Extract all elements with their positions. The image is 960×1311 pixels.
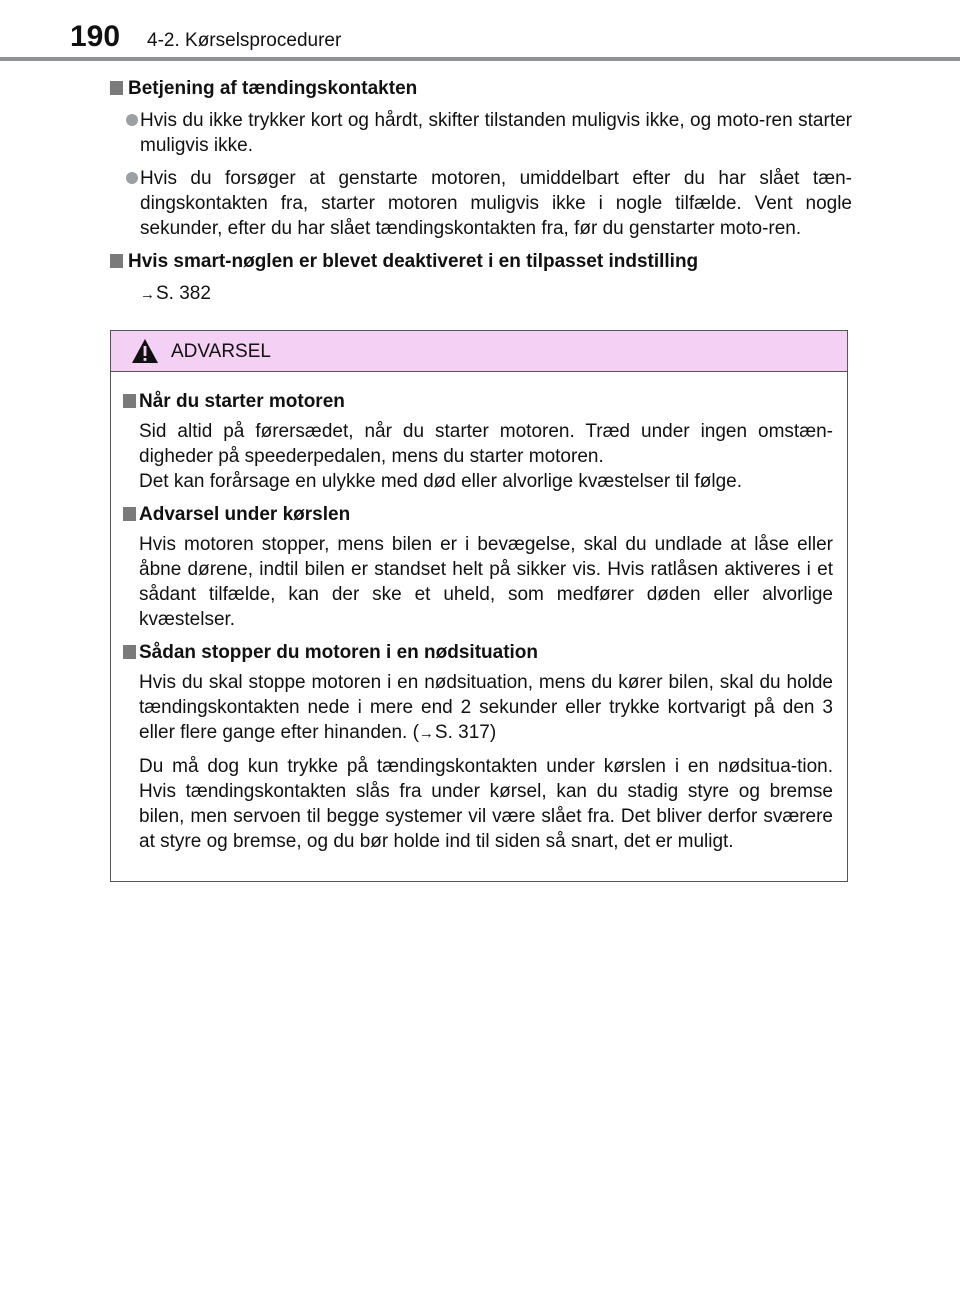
arrow-right-icon: → [140, 286, 155, 303]
warning-text: Det kan forårsage en ulykke med død eller alvorlige kvæstelser til følge. [139, 471, 742, 492]
section-title-text: Hvis smart-nøglen er blevet deaktiveret i en tilpasset indstilling [128, 251, 699, 272]
page-number: 190 [70, 20, 121, 53]
page-reference [110, 281, 852, 307]
header-divider [0, 57, 960, 61]
warning-paragraph [123, 419, 833, 494]
square-bullet-icon [110, 81, 123, 95]
warning-paragraph: Du må dog kun trykke på tændingskontakten under kørslen i en nødsitua-tion. Hvis tændingskontakten slås fra under kørsel, kan du stadig styre og bremse bilen, men servoen til begge systemer vil være slået fra. Det bliver derfor sværere at styre og bremse, og du bør holde ind til siden så snart, det er muligt. [139, 756, 833, 852]
list-item [110, 108, 852, 158]
section-title [110, 249, 852, 274]
warning-text: Hvis du skal stoppe motoren i en nødsituation, mens du kører bilen, skal du holde tændingskontakten nede i mere end 2 sekunder eller trykke kortvarigt på den 3 eller flere gange efter hinanden. ( [139, 672, 833, 743]
warning-section-title [123, 389, 833, 414]
warning-box [110, 330, 848, 882]
warning-body [123, 389, 833, 862]
page-reference-link[interactable]: S. 382 [156, 283, 211, 304]
circle-bullet-icon [126, 172, 138, 184]
page-reference-link[interactable]: S. 317) [434, 722, 497, 743]
section-title [110, 76, 852, 101]
warning-paragraph: Hvis motoren stopper, mens bilen er i bevægelse, skal du undlade at låse eller åbne dørene, indtil bilen er standset helt på sikker vis. Hvis ratlåsen aktiveres i et sådant tilfælde, kan der ske et uheld, som medfører døden eller alvorlige kvæstelser. [139, 534, 833, 630]
warning-paragraph [123, 670, 833, 746]
warning-triangle-icon [131, 338, 159, 364]
warning-section-title [123, 640, 833, 665]
square-bullet-icon [123, 394, 136, 408]
square-bullet-icon [123, 645, 136, 659]
arrow-right-icon: → [418, 725, 434, 742]
warning-title: ADVARSEL [171, 341, 271, 362]
warning-section-title-text: Når du starter motoren [139, 391, 345, 412]
square-bullet-icon [110, 254, 123, 268]
list-item-text: Hvis du forsøger at genstarte motoren, umiddelbart efter du har slået tæn-dingskontakten fra, starter motoren muligvis ikke i nogle tilfælde. Vent nogle sekunder, efter du har slået tændingskontakten fra, før du genstarter moto-ren. [140, 168, 852, 239]
page-header [0, 0, 960, 62]
warning-section-title [123, 502, 833, 527]
warning-header [111, 331, 847, 372]
warning-section-title-text: Advarsel under kørslen [139, 504, 351, 525]
square-bullet-icon [123, 507, 136, 521]
chapter-title: 4-2. Kørselsprocedurer [147, 30, 342, 51]
list-item-text: Hvis du ikke trykker kort og hårdt, skifter tilstanden muligvis ikke, og moto-ren starter muligvis ikke. [140, 110, 852, 156]
list-item [110, 166, 852, 241]
warning-section-title-text: Sådan stopper du motoren i en nødsituation [139, 642, 539, 663]
warning-text: Sid altid på førersædet, når du starter motoren. Træd under ingen omstæn-digheder på speederpedalen, mens du starter motoren. [139, 421, 833, 467]
circle-bullet-icon [126, 114, 138, 126]
section-title-text: Betjening af tændingskontakten [128, 78, 418, 99]
main-content [110, 76, 852, 316]
